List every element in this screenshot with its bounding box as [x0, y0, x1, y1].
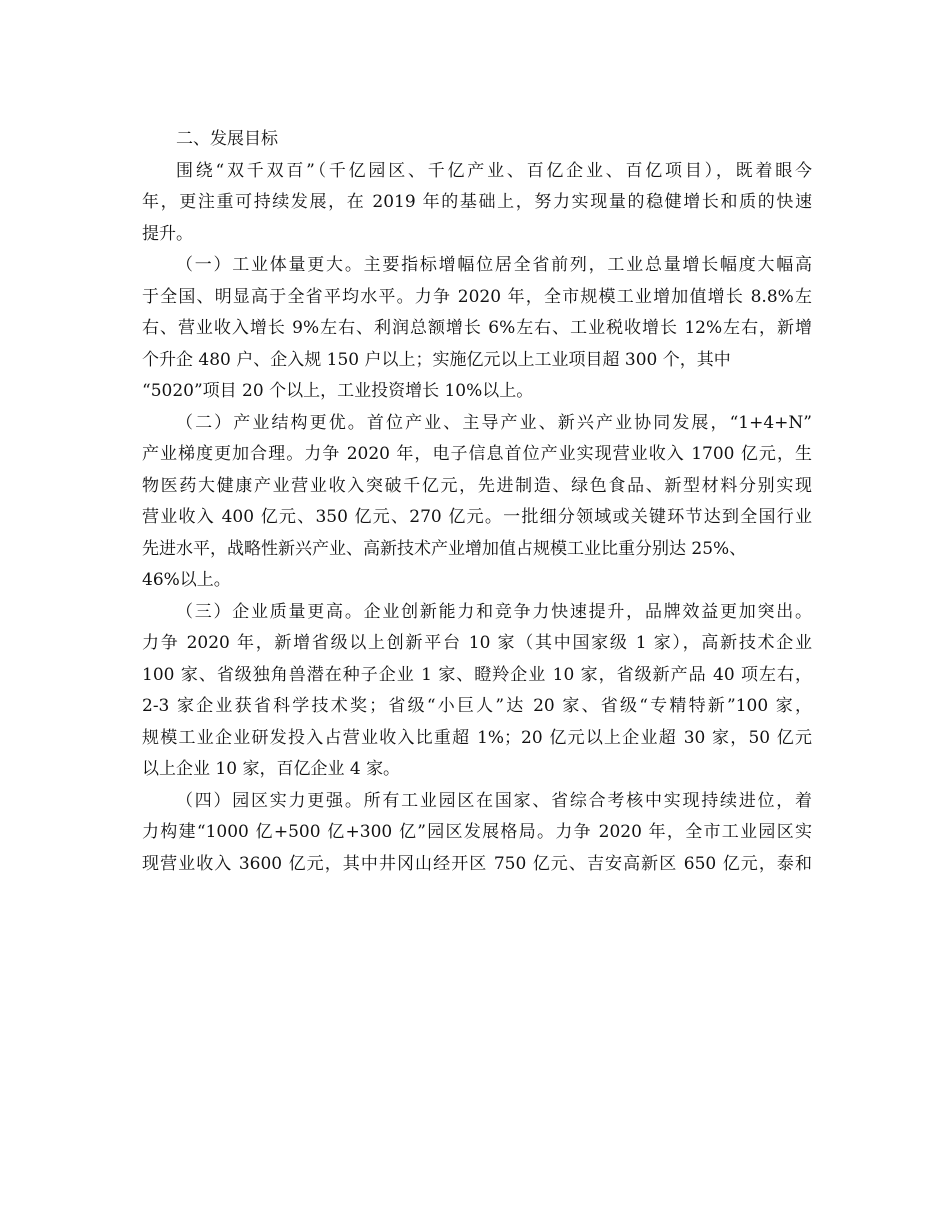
paragraph-line: 年，更注重可持续发展，在 2019 年的基础上，努力实现量的稳健增长和质的快速 [142, 192, 812, 212]
paragraph-line: （三）企业质量更高。企业创新能力和竞争力快速提升，品牌效益更加突出。 [176, 601, 812, 622]
section-heading: 二、发展目标 [176, 129, 278, 149]
paragraph-industrial-scale [142, 250, 812, 408]
paragraph-line: 围绕“双千双百”（千亿园区、千亿产业、百亿企业、百亿项目），既着眼今 [176, 160, 812, 181]
paragraph-line: “5020”项目 20 个以上，工业投资增长 10%以上。 [142, 381, 534, 401]
document-page [142, 124, 812, 880]
paragraph-line: 提升。 [142, 223, 193, 244]
paragraph-line: 100 家、省级独角兽潜在种子企业 1 家、瞪羚企业 10 家，省级新产品 40 项左右， [142, 664, 812, 685]
paragraph-line: 先进水平，战略性新兴产业、高新技术产业增加值占规模工业比重分别达 25%、 [142, 538, 747, 559]
paragraph-line: （一）工业体量更大。主要指标增幅位居全省前列，工业总量增长幅度大幅高 [176, 255, 812, 275]
paragraph-line: 46%以上。 [142, 570, 231, 590]
paragraph-line: 规模工业企业研发投入占营业收入比重超 1%；20 亿元以上企业超 30 家，50 亿元 [142, 727, 812, 748]
paragraph-park-strength [142, 786, 812, 881]
paragraph-line: 力争 2020 年，新增省级以上创新平台 10 家（其中国家级 1 家），高新技术企业 [142, 633, 812, 653]
paragraph-line: 以上企业 10 家，百亿企业 4 家。 [142, 759, 401, 779]
paragraph-industry-structure [142, 408, 812, 597]
paragraph-line: （四）园区实力更强。所有工业园区在国家、省综合考核中实现持续进位，着 [176, 790, 812, 811]
paragraph-line: 营业收入 400 亿元、350 亿元、270 亿元。一批细分领域或关键环节达到全国行业 [142, 507, 812, 527]
paragraph-line: 产业梯度更加合理。力争 2020 年，电子信息首位产业实现营业收入 1700 亿元，生 [142, 444, 812, 464]
paragraph-intro [142, 156, 812, 251]
paragraph-line: 于全国、明显高于全省平均水平。力争 2020 年，全市规模工业增加值增长 8.8%左 [142, 286, 812, 307]
paragraph-enterprise-quality [142, 597, 812, 786]
paragraph-line: （二）产业结构更优。首位产业、主导产业、新兴产业协同发展，“1+4+N” [176, 412, 812, 433]
paragraph-line: 物医药大健康产业营业收入突破千亿元，先进制造、绿色食品、新型材料分别实现 [142, 475, 812, 496]
paragraph-line: 力构建“1000 亿+500 亿+300 亿”园区发展格局。力争 2020 年，全市工业园区实 [142, 822, 812, 842]
paragraph-line: 右、营业收入增长 9%左右、利润总额增长 6%左右、工业税收增长 12%左右，新增 [142, 318, 812, 338]
paragraph-line: 现营业收入 3600 亿元，其中井冈山经开区 750 亿元、吉安高新区 650 亿元，泰和 [142, 853, 812, 874]
paragraph-line: 个升企 480 户、企入规 150 户以上；实施亿元以上工业项目超 300 个，其中 [142, 349, 731, 370]
paragraph-line: 2-3 家企业获省科学技术奖；省级“小巨人”达 20 家、省级“专精特新”100 家， [142, 696, 812, 716]
